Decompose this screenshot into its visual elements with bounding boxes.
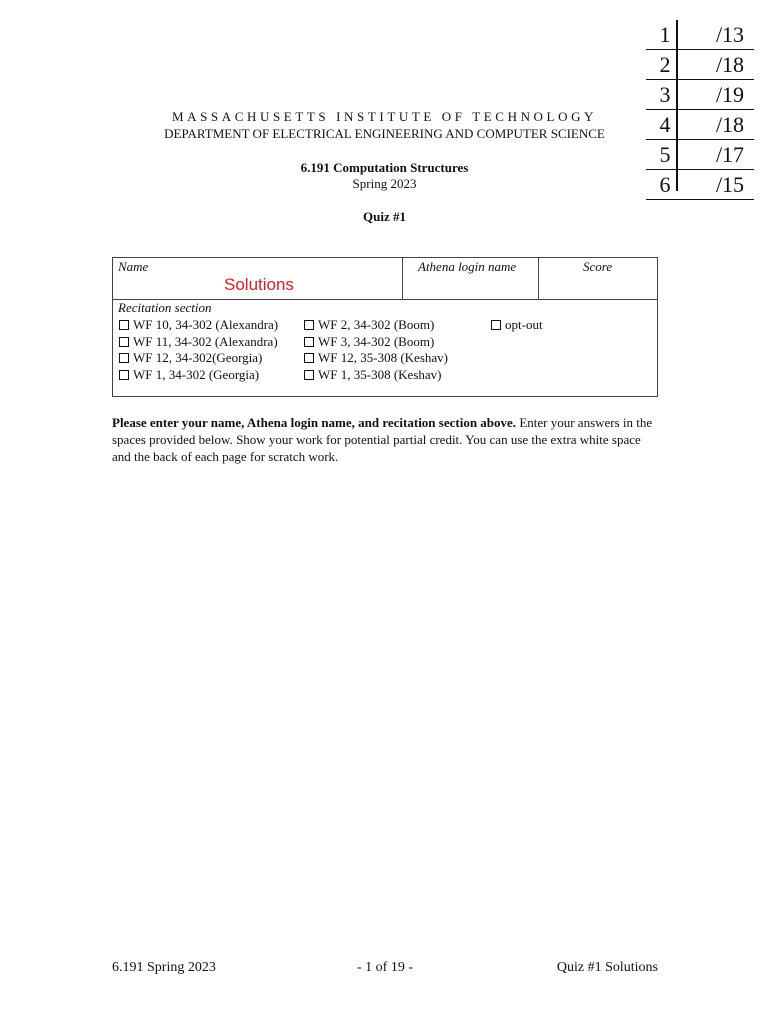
question-max-points: /17: [715, 142, 745, 167]
score-row-6: [646, 170, 754, 200]
recitation-option[interactable]: WF 10, 34-302 (Alexandra): [119, 317, 278, 333]
divider: [538, 258, 539, 299]
checkbox-icon[interactable]: [119, 320, 129, 330]
login-label: Athena login name: [418, 259, 517, 274]
question-max-points: /15: [715, 172, 745, 197]
name-field[interactable]: Solutions: [224, 275, 294, 294]
checkbox-icon[interactable]: [304, 337, 314, 347]
instructions: Please enter your name, Athena login name, and recitation section above. Enter your answers in the spaces provided below. Show your work for potential partial credit. You can use the extra white space and the back of each page for scratch work.: [112, 415, 653, 464]
question-number: 3: [659, 82, 671, 107]
recitation-option[interactable]: WF 1, 35-308 (Keshav): [304, 367, 441, 383]
question-number: 2: [659, 52, 671, 77]
recitation-option[interactable]: WF 1, 34-302 (Georgia): [119, 367, 259, 383]
recitation-option[interactable]: WF 12, 35-308 (Keshav): [304, 350, 448, 366]
footer-page-number: - 1 of 19 -: [357, 960, 413, 975]
question-max-points: /18: [715, 112, 745, 137]
recitation-option[interactable]: WF 3, 34-302 (Boom): [304, 334, 434, 350]
student-info-box: [112, 257, 658, 397]
name-label: Name: [118, 259, 149, 274]
institute-name: MASSACHUSETTS INSTITUTE OF TECHNOLOGY: [171, 109, 598, 124]
question-max-points: /19: [715, 82, 745, 107]
footer-course: 6.191 Spring 2023: [112, 960, 216, 975]
divider: [402, 258, 403, 299]
question-max-points: /18: [715, 52, 745, 77]
checkbox-icon[interactable]: [304, 370, 314, 380]
checkbox-icon[interactable]: [304, 320, 314, 330]
score-table-divider: [676, 20, 678, 191]
question-number: 4: [659, 112, 671, 137]
score-table: [646, 20, 754, 200]
recitation-option[interactable]: WF 11, 34-302 (Alexandra): [119, 334, 278, 350]
question-number: 5: [659, 142, 671, 167]
checkbox-icon[interactable]: [119, 370, 129, 380]
recitation-option[interactable]: WF 2, 34-302 (Boom): [304, 317, 434, 333]
checkbox-icon[interactable]: [491, 320, 501, 330]
question-number: 6: [659, 172, 671, 197]
checkbox-icon[interactable]: [119, 353, 129, 363]
score-row-3: [646, 80, 754, 110]
score-row-4: [646, 110, 754, 140]
department-name: DEPARTMENT OF ELECTRICAL ENGINEERING AND COMPUTER SCIENCE: [164, 126, 605, 141]
checkbox-icon[interactable]: [119, 337, 129, 347]
footer-doc-title: Quiz #1 Solutions: [556, 960, 658, 975]
checkbox-icon[interactable]: [304, 353, 314, 363]
score-row-1: [646, 20, 754, 50]
term: Spring 2023: [352, 176, 417, 191]
score-row-5: [646, 140, 754, 170]
recitation-option-opt-out[interactable]: opt-out: [491, 317, 543, 333]
question-number: 1: [659, 22, 671, 47]
course-title: 6.191 Computation Structures: [300, 160, 469, 175]
recitation-option[interactable]: WF 12, 34-302(Georgia): [119, 350, 262, 366]
score-row-2: [646, 50, 754, 80]
question-max-points: /13: [715, 22, 745, 47]
score-label: Score: [583, 259, 613, 274]
recitation-label: Recitation section: [118, 300, 212, 315]
quiz-title: Quiz #1: [363, 209, 406, 224]
